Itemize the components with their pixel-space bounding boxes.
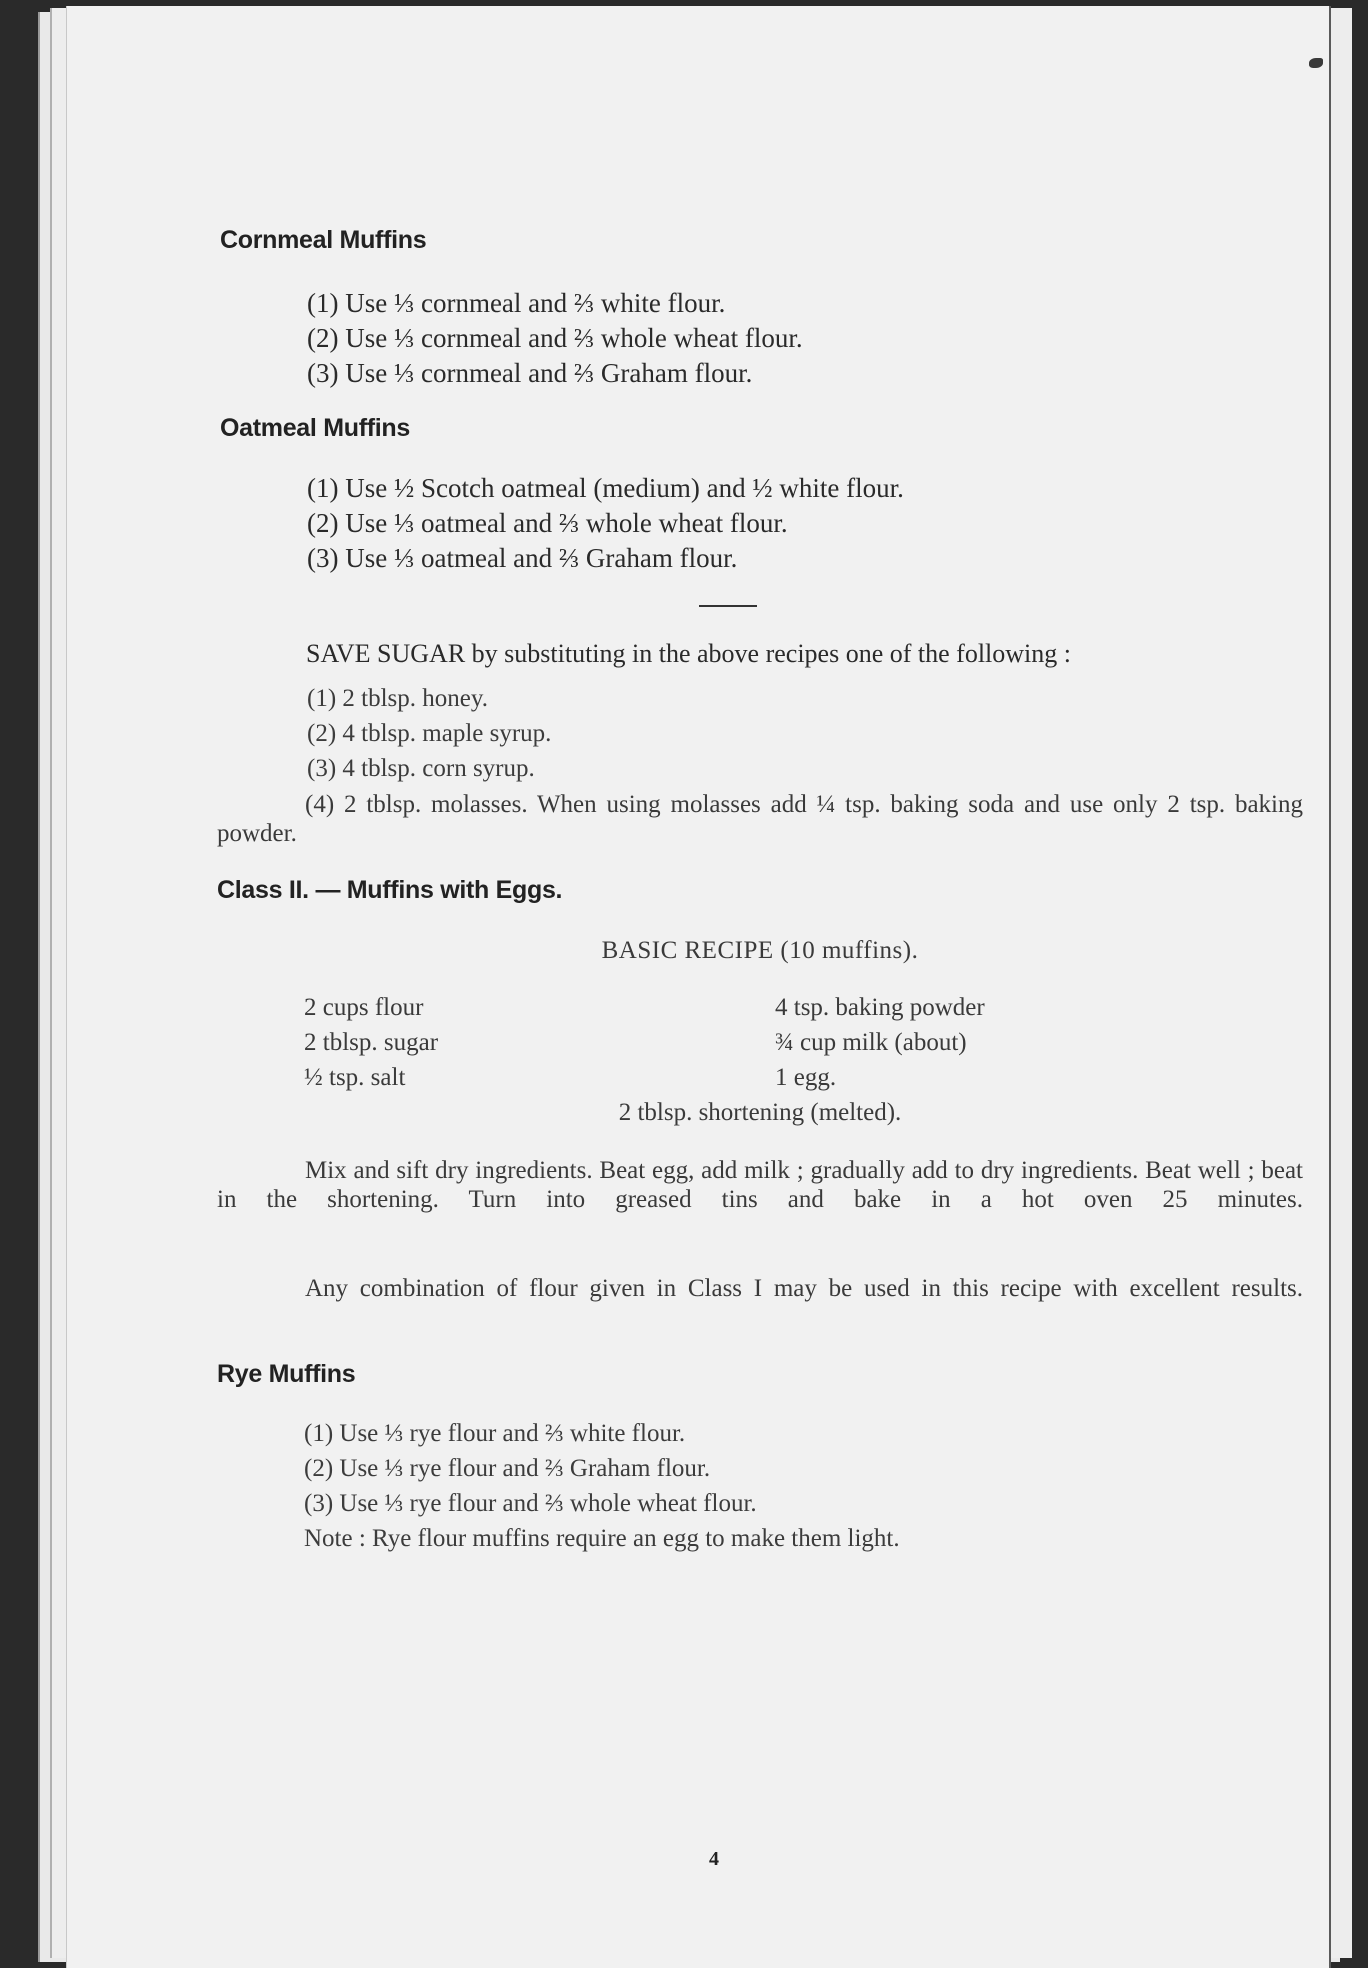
book-page: [66, 6, 1331, 1968]
ingredient: ¾ cup milk (about): [775, 1029, 967, 1056]
list-item: (1) Use ⅓ cornmeal and ⅔ white flour.: [307, 288, 726, 318]
list-item: (3) Use ⅓ oatmeal and ⅔ Graham flour.: [307, 543, 738, 573]
cornmeal-heading: Cornmeal Muffins: [220, 226, 427, 254]
method-paragraph: Mix and sift dry ingredients. Beat egg, add milk ; gradually add to dry ingredients. Beat well ; beat in the shortening. Turn into greased tins and bake in a hot oven 25 minutes.: [217, 1157, 1303, 1213]
ingredients-right: [775, 990, 985, 1095]
list-item: (2) Use ⅓ oatmeal and ⅔ whole wheat flour.: [307, 508, 788, 538]
list-item: (3) 4 tblsp. corn syrup.: [307, 755, 535, 782]
ingredient: 1 egg.: [775, 1064, 837, 1091]
list-item: (1) 2 tblsp. honey.: [307, 685, 488, 712]
scan-speck: [1309, 58, 1323, 68]
oatmeal-heading: Oatmeal Muffins: [220, 414, 410, 442]
list-item: (3) Use ⅓ cornmeal and ⅔ Graham flour.: [307, 358, 753, 388]
ingredient: 2 tblsp. shortening (melted).: [618, 1099, 902, 1126]
ingredient: 2 tblsp. sugar: [304, 1029, 439, 1056]
list-item: (3) Use ⅓ rye flour and ⅔ whole wheat flour.: [304, 1490, 757, 1517]
rye-list: [304, 1416, 900, 1556]
class-2-note: Any combination of flour given in Class I may be used in this recipe with excellent results.: [305, 1275, 1303, 1302]
list-item: (1) Use ½ Scotch oatmeal (medium) and ½ white flour.: [307, 473, 904, 503]
basic-recipe-label: BASIC RECIPE (10 muffins).: [601, 937, 919, 964]
list-item: (2) Use ⅓ cornmeal and ⅔ whole wheat flour.: [307, 323, 803, 353]
class-2-heading: Class II. — Muffins with Eggs.: [217, 876, 563, 904]
save-sugar-molasses: (4) 2 tblsp. molasses. When using molasses add ¼ tsp. baking soda and use only 2 tsp. baking powder.: [217, 791, 1303, 847]
list-item: (2) 4 tblsp. maple syrup.: [307, 720, 552, 747]
page-number: 4: [709, 1848, 719, 1870]
list-item: (1) Use ⅓ rye flour and ⅔ white flour.: [304, 1420, 686, 1447]
section-divider: [699, 605, 757, 607]
ingredient: ½ tsp. salt: [304, 1064, 406, 1091]
ingredients-left: [304, 990, 438, 1095]
save-sugar-list: [307, 681, 551, 786]
ingredient: 4 tsp. baking powder: [775, 994, 985, 1021]
basic-recipe-title: [217, 933, 1303, 968]
list-item: (2) Use ⅓ rye flour and ⅔ Graham flour.: [304, 1455, 711, 1482]
save-sugar-intro: SAVE SUGAR by substituting in the above recipes one of the following :: [306, 639, 1072, 668]
ingredient: 2 cups flour: [304, 994, 424, 1021]
ingredient-center-row: [217, 1095, 1303, 1130]
rye-note: Note : Rye flour muffins require an egg to make them light.: [304, 1525, 900, 1552]
cornmeal-list: [307, 286, 803, 391]
rye-heading: Rye Muffins: [217, 1360, 356, 1388]
oatmeal-list: [307, 471, 904, 576]
